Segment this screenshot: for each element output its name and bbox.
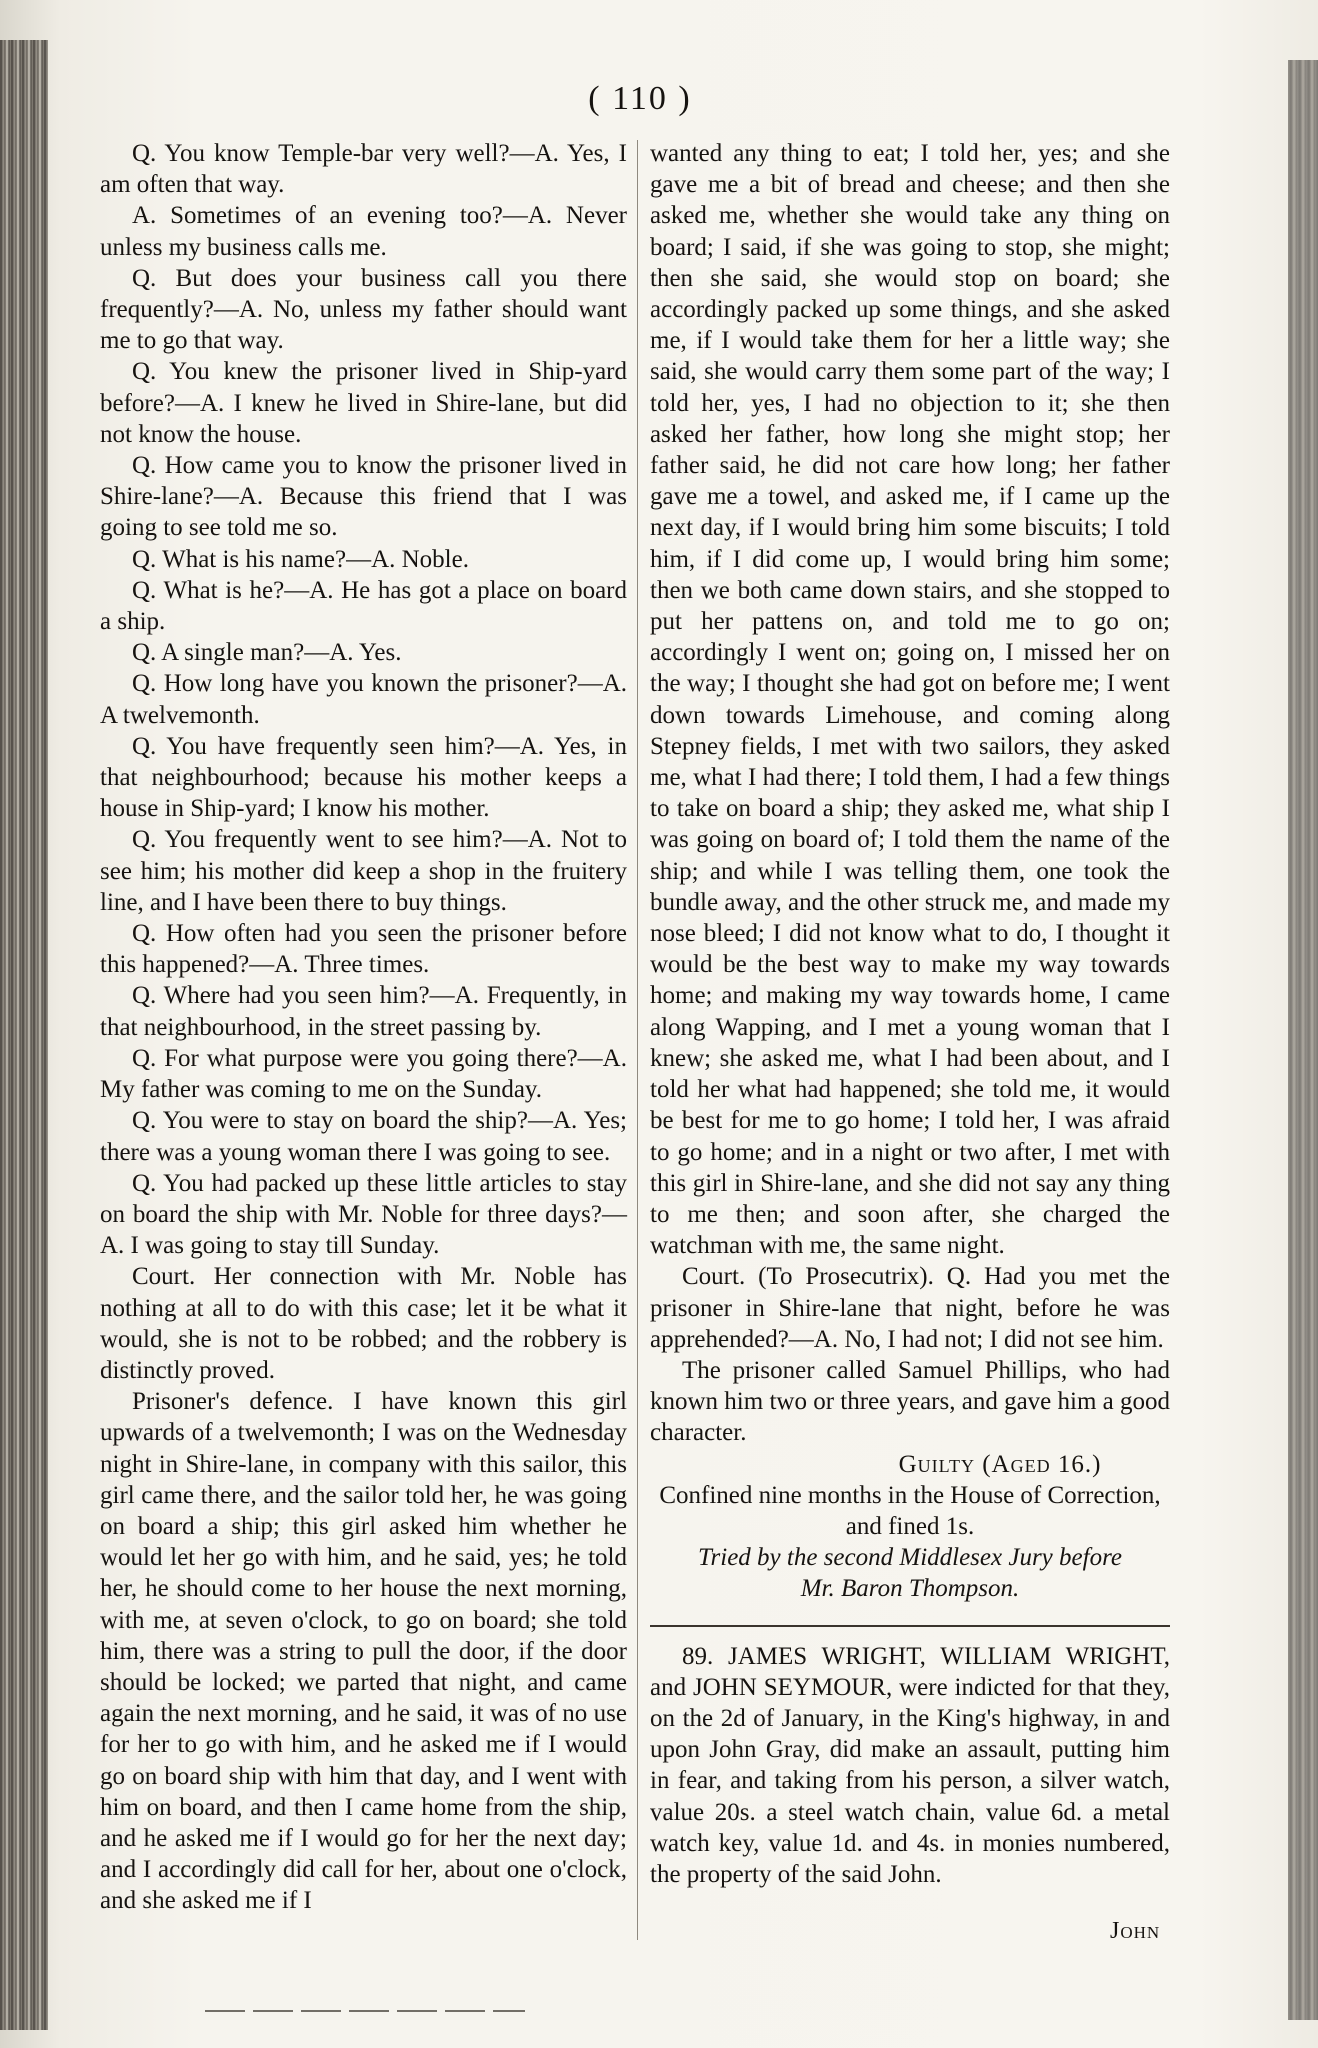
paragraph: Q. How long have you known the prisoner?—A. A twelvemonth. (100, 670, 627, 729)
paragraph: Q. But does your business call you there frequently?—A. No, unless my father should want me to go that way. (100, 264, 627, 355)
paragraph: Q. You frequently went to see him?—A. Not to see him; his mother did keep a shop in the fruitery line, and I have been there to buy things. (100, 826, 627, 916)
paragraph: Q. You know Temple-bar very well?—A. Yes, I am often that way. (100, 140, 627, 199)
paragraph: Q. You have frequently seen him?—A. Yes, in that neighbourhood; because his mother keeps a house in Ship-yard; I know his mother. (100, 732, 627, 823)
sentence: and fined 1s. (845, 1512, 975, 1540)
paragraph: Q. How came you to know the prisoner lived in Shire-lane?—A. Because this friend that I was going to see told me so. (100, 452, 627, 542)
page-number: ( 110 ) (588, 80, 692, 117)
paragraph: Q. Where had you seen him?—A. Frequently, in that neighbourhood, in the street passing by. (100, 982, 627, 1041)
paragraph: Q. You were to stay on board the ship?—A. Yes; there was a young woman there I was going to see. (100, 1107, 627, 1166)
paragraph: Q. How often had you seen the prisoner before this happened?—A. Three times. (100, 920, 627, 979)
paragraph: Q. What is his name?—A. Noble. (132, 545, 469, 573)
right-column (650, 138, 1170, 1890)
case-paragraph: 89. JAMES WRIGHT, WILLIAM WRIGHT, and JOHN SEYMOUR, were indicted for that they, on the 2d of January, in the King's highway, in and upon John Gray, did make an assault, putting him in fear, and taking from his person, a silver watch, value 20s. a steel watch chain, value 6d. a metal watch key, value 1d. and 4s. in monies numbered, the property of the said John. (650, 1642, 1170, 1888)
paragraph: Q. You had packed up these little articles to stay on board the ship with Mr. Noble for three days?—A. I was going to stay till Sunday. (100, 1169, 627, 1260)
paragraph: Q. A single man?—A. Yes. (132, 639, 402, 667)
bottom-rule (205, 2010, 525, 2012)
paragraph: Q. For what purpose were you going there?—A. My father was coming to me on the Sunday. (100, 1044, 627, 1104)
jury-note: Tried by the second Middlesex Jury before (698, 1544, 1122, 1572)
paragraph: Court. Her connection with Mr. Noble has nothing at all to do with this case; let it be what it would, she is not to be robbed; and the robbery is distinctly proved. (100, 1263, 627, 1384)
catchword: John (1110, 1918, 1161, 1944)
left-column (100, 138, 627, 1917)
jury-note: Mr. Baron Thompson. (800, 1575, 1020, 1603)
verdict: Guilty (Aged 16.) (898, 1450, 1102, 1478)
binding-gutter (0, 40, 48, 2030)
paragraph: The prisoner called Samuel Phillips, who had known him two or three years, and gave him a good character. (650, 1356, 1171, 1447)
paragraph: Q. What is he?—A. He has got a place on board a ship. (100, 576, 627, 636)
paragraph: Prisoner's defence. I have known this girl upwards of a twelvemonth; I was on the Wednesday night in Shire-lane, in company with this sailor, this girl came there, and the sailor told her, he was going on board a ship; this girl asked him whether he would let her go with him, and he said, yes; he told her, he should come to her house the next morning, with me, at seven o'clock, to go on board; she told him, there was a string to pull the door, if the door should be locked; we parted that night, and came again the next morning, and he said, it was of no use for her to go with him, and he asked me if I would go on board ship with him that day, and I went with him on board, and then I came home from the ship, and he asked me if I would go for her the next day; and I accordingly did call for her, about one o'clock, and she asked me if I (100, 1388, 627, 1915)
paragraph: A. Sometimes of an evening too?—A. Never unless my business calls me. (100, 202, 627, 261)
section-rule (650, 1625, 1170, 1627)
paragraph: Court. (To Prosecutrix). Q. Had you met the prisoner in Shire-lane that night, before he was apprehended?—A. No, I had not; I did not see him. (650, 1263, 1170, 1353)
column-divider (637, 140, 638, 1940)
page-edge-shadow (1288, 60, 1318, 2020)
sentence: Confined nine months in the House of Correction, (659, 1481, 1161, 1509)
paragraph: Q. You knew the prisoner lived in Ship-yard before?—A. I knew he lived in Shire-lane, but did not know the house. (100, 358, 627, 448)
paragraph: wanted any thing to eat; I told her, yes; and she gave me a bit of bread and cheese; and then she asked me, whether she would take any thing on board; I said, if she was going to stop, she might; then she said, she would stop on board; she accordingly packed up some things, and she asked me, if I would take them for her a little way; she said, she would carry them some part of the way; I told her, yes, I had no objection to it; she then asked her father, how long she might stop; her father said, he did not care how long; her father gave me a towel, and asked me, if I came up the next day, if I would bring him some biscuits; I told him, if I did come up, I would bring him some; then we both came down stairs, and she stopped to put her pattens on, and told me to go on; accordingly I went on; going on, I missed her on the way; I thought she had got on before me; I went down towards Limehouse, and coming along Stepney fields, I met with two sailors, they asked me, what I had there; I told them, I had a few things to take on board a ship; they asked me, what ship I was going on board of; I told them the name of the ship; and while I was telling them, one took the bundle away, and the other struck me, and made my nose bleed; I did not know what to do, I thought it would be the best way to make my way towards home; and making my way towards home, I came along Wapping, and I met a young woman that I knew; she asked me, what I had been about, and I told her what had happened; she told me, it would be best for me to go home; I told her, I was afraid to go home; and in a night or two after, I met with this girl in Shire-lane, and she did not say any thing to me then; and soon after, she charged the watchman with me, the same night. (650, 140, 1170, 1260)
